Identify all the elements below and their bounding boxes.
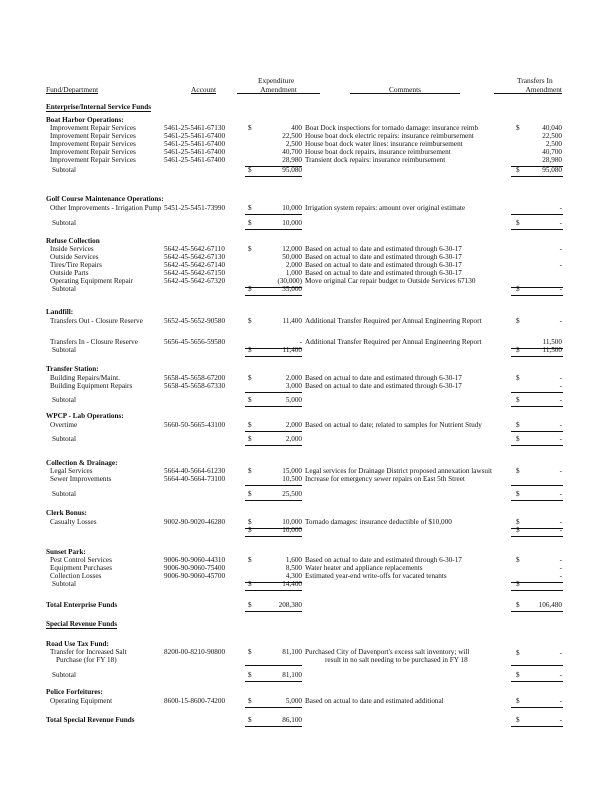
subtotal-double-rule (511, 406, 563, 407)
subtotal-double-rule (511, 590, 563, 591)
account-number: 5658-45-5658-67330 (164, 382, 226, 390)
expenditure-amount: 12,000 (282, 245, 302, 253)
comment-text: Based on actual to date and estimated additional (305, 697, 444, 705)
subtotal-rule (511, 214, 563, 215)
line-item-label: Casualty Losses (50, 518, 97, 526)
account-number: 5658-45-5658-67200 (164, 374, 226, 382)
subtotal-expenditure: 81,100 (282, 671, 302, 679)
expenditure-amount: 8,500 (285, 564, 302, 572)
account-number: 5664-40-5664-73100 (164, 475, 226, 483)
line-item-label: Improvement Repair Services (50, 140, 136, 148)
transfer-amount: - (559, 245, 562, 253)
comment-text: House boat dock electric repairs: insurance reimbursement (305, 132, 474, 140)
subtotal-double-rule (245, 406, 302, 407)
subtotal-expenditure: 10,000 (282, 526, 302, 534)
subtotal-rule (511, 665, 563, 666)
expenditure-amount: 3,000 (285, 382, 302, 390)
section-heading: Golf Course Maintenance Operations: (46, 195, 164, 203)
item-rule (245, 707, 302, 708)
comment-text: House boat dock water lines: insurance reimbursement (305, 140, 463, 148)
account-number: 5461-25-5461-67130 (164, 124, 226, 132)
line-item-label: Outside Parts (50, 269, 89, 277)
expenditure-amount: 15,000 (282, 467, 302, 475)
total-enterprise-transfer: 106,480 (538, 601, 562, 609)
subtotal-currency-symbol: $ (248, 166, 252, 174)
expenditure-amount: 2,500 (285, 140, 302, 148)
section-heading: Collection & Drainage: (46, 459, 118, 467)
total-currency-symbol: $ (248, 601, 252, 609)
account-number: 5652-45-5652-90580 (164, 317, 226, 325)
comment-text: Based on actual to date and estimated through 6-30-17 (305, 253, 462, 261)
line-item-label: Collection Losses (50, 572, 102, 580)
total-rule (511, 611, 563, 612)
line-item-label: Operating Equipment Repair (50, 277, 134, 285)
line-item-label: Transfers In - Closure Reserve (50, 338, 138, 346)
subtotal-double-rule (511, 681, 563, 682)
subtotal-transfer: 11,500 (542, 346, 562, 354)
section-heading: Landfill: (46, 308, 74, 316)
subtotal-double-rule (245, 229, 302, 230)
comment-text: Transient dock repairs: insurance reimbursement (305, 156, 446, 164)
comment-text-continued: result in no salt needing to be purchased in FY 18 (325, 656, 468, 664)
subtotal-expenditure: 10,000 (282, 219, 302, 227)
total-enterprise-expenditure: 208,380 (278, 601, 302, 609)
transfer-amount: 28,980 (542, 156, 562, 164)
subtotal-transfer-currency-symbol: $ (516, 671, 520, 679)
subtotal-currency-symbol: $ (248, 580, 252, 588)
line-item-label: Building Repairs/Maint. (50, 374, 120, 382)
subtotal-currency-symbol: $ (248, 285, 252, 293)
line-item-label: Building Equipment Repairs (50, 382, 133, 390)
subtotal-currency-symbol: $ (248, 346, 252, 354)
subtotal-expenditure: 2,000 (285, 435, 302, 443)
transfer-amount: - (559, 204, 562, 212)
subtotal-currency-symbol: $ (248, 219, 252, 227)
account-number: 8600-15-8600-74200 (164, 697, 226, 705)
transfer-currency-symbol: $ (516, 649, 520, 657)
comment-text: Based on actual to date and estimated through 6-30-17 (305, 556, 462, 564)
currency-symbol: $ (248, 518, 252, 526)
line-item-label: Sewer Improvements (50, 475, 112, 483)
comment-text: Tornado damages: insurance deductible of $10,000 (305, 518, 452, 526)
expenditure-amount: 40,700 (282, 148, 302, 156)
expenditure-amount: 50,000 (282, 253, 302, 261)
subtotal-double-rule (245, 536, 302, 537)
subtotal-double-rule (245, 295, 302, 296)
subtotal-transfer-currency-symbol: $ (516, 396, 520, 404)
subtotal-rule (245, 431, 302, 432)
subtotal-rule (245, 665, 302, 666)
transfer-currency-symbol: $ (516, 556, 520, 564)
subtotal-rule (245, 485, 302, 486)
transfer-currency-symbol: $ (516, 518, 520, 526)
expenditure-amount: 81,100 (282, 648, 302, 656)
subtotal-currency-symbol: $ (248, 490, 252, 498)
transfer-amount: 22,500 (542, 132, 562, 140)
comment-text: Move original Car repair budget to Outside Services 67130 (305, 277, 476, 285)
comment-text: Purchased City of Davenport's excess salt inventory; will (305, 648, 470, 656)
comment-text: Legal services for Drainage District proposed annexation lawsuit (305, 467, 493, 475)
subtotal-double-rule (511, 356, 563, 357)
currency-symbol: $ (248, 556, 252, 564)
subtotal-rule (245, 392, 302, 393)
subtotal-expenditure: 25,500 (282, 490, 302, 498)
account-number: 5642-45-5642-67110 (164, 245, 225, 253)
expenditure-amount: 10,500 (282, 475, 302, 483)
expenditure-amount: 2,000 (285, 374, 302, 382)
subtotal-double-rule (245, 445, 302, 446)
section-heading: Boat Harbor Operations: (46, 116, 124, 124)
total-special-revenue-label: Total Special Revenue Funds (46, 716, 135, 724)
expenditure-amount: 1,600 (285, 556, 302, 564)
transfer-currency-symbol: $ (516, 467, 520, 475)
transfer-amount: - (559, 697, 562, 705)
subtotal-transfer-currency-symbol: $ (516, 580, 520, 588)
subtotal-transfer-currency-symbol: $ (516, 435, 520, 443)
account-number: 5461-25-5461-67400 (164, 140, 226, 148)
line-item-label: Equipment Purchases (50, 564, 113, 572)
subtotal-transfer-currency-symbol: $ (516, 285, 520, 293)
expenditure-amount: 4,300 (285, 572, 302, 580)
transfer-amount: - (559, 467, 562, 475)
subtotal-transfer: - (559, 671, 562, 679)
subtotal-label: Subtotal (52, 580, 76, 588)
comment-text: House boat dock repairs, insurance reimbursement (305, 148, 451, 156)
comment-text: Based on actual to date and estimated through 6-30-17 (305, 261, 462, 269)
subtotal-label: Subtotal (52, 346, 76, 354)
subtotal-double-rule (245, 500, 302, 501)
account-number: 5451-25-5451-73990 (164, 204, 226, 212)
transfer-amount: - (559, 572, 562, 580)
subtotal-transfer-currency-symbol: $ (516, 166, 520, 174)
account-number: 5642-45-5642-67320 (164, 277, 226, 285)
line-item-label: Legal Services (50, 467, 93, 475)
total-enterprise-label: Total Enterprise Funds (46, 601, 118, 609)
account-number: 5642-45-5642-67130 (164, 253, 226, 261)
expenditure-amount: 400 (291, 124, 302, 132)
account-number: 5642-45-5642-67140 (164, 261, 226, 269)
expenditure-amount: 2,000 (285, 261, 302, 269)
subtotal-expenditure: 5,000 (285, 396, 302, 404)
expenditure-amount: 28,980 (282, 156, 302, 164)
currency-symbol: $ (248, 374, 252, 382)
subtotal-label: Subtotal (52, 671, 76, 679)
account-number: 5664-40-5664-61230 (164, 467, 226, 475)
account-number: 8200-00-8210-90800 (164, 648, 226, 656)
subtotal-transfer: - (559, 219, 562, 227)
transfer-amount: 40,700 (542, 148, 562, 156)
expenditure-amount: 11,400 (282, 317, 302, 325)
header-transfers-line1: Transfers In (517, 76, 553, 85)
account-number: 5656-45-5656-59580 (164, 338, 226, 346)
line-item-label: Transfer for Increased Salt (50, 648, 127, 656)
transfer-amount: 40,040 (542, 124, 562, 132)
expenditure-amount: 22,500 (282, 132, 302, 140)
comment-text: Based on actual to date and estimated through 6-30-17 (305, 269, 462, 277)
subtotal-double-rule (245, 681, 302, 682)
transfer-currency-symbol: $ (516, 697, 520, 705)
currency-symbol: $ (248, 648, 252, 656)
line-item-label: Tires/Tire Repairs (50, 261, 102, 269)
section-heading: Transfer Station: (46, 365, 99, 373)
account-number: 9002-90-9020-46280 (164, 518, 226, 526)
transfer-amount: - (559, 649, 562, 657)
subtotal-currency-symbol: $ (248, 526, 252, 534)
account-number: 9006-90-9060-45700 (164, 572, 226, 580)
subtotal-double-rule (511, 176, 563, 177)
subtotal-transfer-currency-symbol: $ (516, 490, 520, 498)
subtotal-transfer-currency-symbol: $ (516, 219, 520, 227)
line-item-label: Transfers Out - Closure Reserve (50, 317, 143, 325)
subtotal-label: Subtotal (52, 219, 76, 227)
section-heading: Sunset Park: (46, 548, 86, 556)
section-heading: Police Forfeitures: (46, 688, 103, 696)
subtotal-expenditure: 11,400 (282, 346, 302, 354)
currency-symbol: $ (248, 467, 252, 475)
comment-text: Water heater and appliance replacements (305, 564, 423, 572)
subtotal-currency-symbol: $ (248, 396, 252, 404)
comment-text: Based on actual to date; related to samples for Nutrient Study (305, 421, 482, 429)
line-item-label: Improvement Repair Services (50, 148, 136, 156)
section-heading: Road Use Tax Fund: (46, 640, 109, 648)
subtotal-transfer: - (559, 490, 562, 498)
expenditure-amount: 10,000 (282, 518, 302, 526)
section-heading: WPCP - Lab Operations: (46, 412, 124, 420)
special-revenue-title: Special Revenue Funds (46, 620, 118, 628)
expenditure-amount: - (299, 338, 302, 346)
subtotal-transfer: - (559, 435, 562, 443)
subtotal-double-rule (511, 536, 563, 537)
transfer-amount: - (559, 556, 562, 564)
subtotal-rule (511, 485, 563, 486)
subtotal-transfer-currency-symbol: $ (516, 346, 520, 354)
account-number: 9006-90-9060-75400 (164, 564, 226, 572)
currency-symbol: $ (248, 204, 252, 212)
subtotal-double-rule (511, 500, 563, 501)
transfer-amount: - (559, 374, 562, 382)
subtotal-label: Subtotal (52, 166, 76, 174)
total-rule (511, 726, 563, 727)
line-item-label: Improvement Repair Services (50, 124, 136, 132)
account-number: 9006-90-9060-44310 (164, 556, 226, 564)
subtotal-transfer-currency-symbol: $ (516, 526, 520, 534)
subtotal-transfer: - (559, 526, 562, 534)
total-currency-symbol: $ (248, 716, 252, 724)
comment-text: Additional Transfer Required per Annual Engineering Report (305, 317, 482, 325)
line-item-label: Pest Control Services (50, 556, 112, 564)
section-heading: Refuse Collection (46, 237, 100, 245)
subtotal-rule (511, 431, 563, 432)
line-item-label: Improvement Repair Services (50, 132, 136, 140)
comment-text: Estimated year-end write-offs for vacated tenants (305, 572, 447, 580)
expenditure-amount: 1,000 (285, 269, 302, 277)
comment-text: Increase for emergency sewer repairs on East 5th Street (305, 475, 465, 483)
total-transfer-currency-symbol: $ (516, 716, 520, 724)
subtotal-double-rule (511, 445, 563, 446)
transfer-amount: 2,500 (545, 140, 562, 148)
transfer-amount: - (559, 421, 562, 429)
line-item-label: Outside Services (50, 253, 99, 261)
currency-symbol: $ (248, 317, 252, 325)
expenditure-amount: (30,000) (277, 277, 302, 285)
subtotal-transfer: 95,080 (542, 166, 562, 174)
account-number: 5461-25-5461-67400 (164, 156, 226, 164)
header-account: Account (191, 85, 217, 94)
subtotal-double-rule (245, 356, 302, 357)
comment-text: Based on actual to date and estimated through 6-30-17 (305, 382, 462, 390)
subtotal-transfer: - (559, 396, 562, 404)
subtotal-expenditure: 14,400 (282, 580, 302, 588)
transfer-amount: - (559, 518, 562, 526)
subtotal-label: Subtotal (52, 490, 76, 498)
account-number: 5461-25-5461-67400 (164, 132, 226, 140)
line-item-label-continued: Purchase (for FY 18) (56, 656, 117, 664)
subtotal-double-rule (245, 590, 302, 591)
subtotal-transfer: - (559, 285, 562, 293)
comment-text: Irrigation system repairs: amount over original estimate (305, 204, 466, 212)
expenditure-amount: 10,000 (282, 204, 302, 212)
currency-symbol: $ (248, 421, 252, 429)
transfer-amount: - (559, 382, 562, 390)
subtotal-label: Subtotal (52, 396, 76, 404)
item-rule (511, 707, 563, 708)
subtotal-double-rule (511, 229, 563, 230)
line-item-label: Overtime (50, 421, 78, 429)
account-number: 5660-50-5665-43100 (164, 421, 226, 429)
transfer-amount: - (559, 317, 562, 325)
enterprise-funds-title: Enterprise/Internal Service Funds (46, 103, 152, 111)
header-expenditure-line2: Amendment (237, 86, 320, 94)
total-rule (245, 726, 302, 727)
comment-text: Boat Dock inspections for tornado damage: insurance reimb (305, 124, 479, 132)
account-number: 5461-25-5461-67400 (164, 148, 226, 156)
subtotal-expenditure: 95,080 (282, 166, 302, 174)
expenditure-amount: 2,000 (285, 421, 302, 429)
total-special-revenue-transfer: - (559, 716, 562, 724)
transfer-currency-symbol: $ (516, 124, 520, 132)
header-fund-department: Fund/Department (46, 85, 99, 94)
transfer-amount: 11,500 (542, 338, 562, 346)
subtotal-double-rule (511, 295, 563, 296)
line-item-label: Inside Services (50, 245, 94, 253)
subtotal-double-rule (245, 176, 302, 177)
currency-symbol: $ (248, 697, 252, 705)
subtotal-label: Subtotal (52, 435, 76, 443)
line-item-label: Improvement Repair Services (50, 156, 136, 164)
subtotal-currency-symbol: $ (248, 435, 252, 443)
currency-symbol: $ (248, 245, 252, 253)
header-transfers-line2: Amendment (494, 86, 562, 94)
subtotal-expenditure: 35,000 (282, 285, 302, 293)
header-comments: Comments (350, 86, 460, 94)
transfer-currency-symbol: $ (516, 421, 520, 429)
total-transfer-currency-symbol: $ (516, 601, 520, 609)
transfer-currency-symbol: $ (516, 317, 520, 325)
total-rule (245, 611, 302, 612)
subtotal-rule (511, 392, 563, 393)
comment-text: Additional Transfer Required per Annual Engineering Report (305, 338, 482, 346)
subtotal-rule (245, 214, 302, 215)
line-item-label: Operating Equipment (50, 697, 113, 705)
transfer-currency-symbol: $ (516, 374, 520, 382)
comment-text: Based on actual to date and estimated through 6-30-17 (305, 374, 462, 382)
expenditure-amount: 5,000 (285, 697, 302, 705)
account-number: 5642-45-5642-67150 (164, 269, 226, 277)
transfer-amount: - (559, 564, 562, 572)
header-expenditure-line1: Expenditure (258, 76, 295, 85)
total-special-revenue-expenditure: 86,100 (282, 716, 302, 724)
section-heading: Clerk Bonus: (46, 509, 87, 517)
subtotal-currency-symbol: $ (248, 671, 252, 679)
currency-symbol: $ (248, 124, 252, 132)
transfer-amount: - (559, 261, 562, 269)
line-item-label: Other Improvements - Irrigation Pump (50, 204, 162, 212)
subtotal-label: Subtotal (52, 285, 76, 293)
comment-text: Based on actual to date and estimated through 6-30-17 (305, 245, 462, 253)
